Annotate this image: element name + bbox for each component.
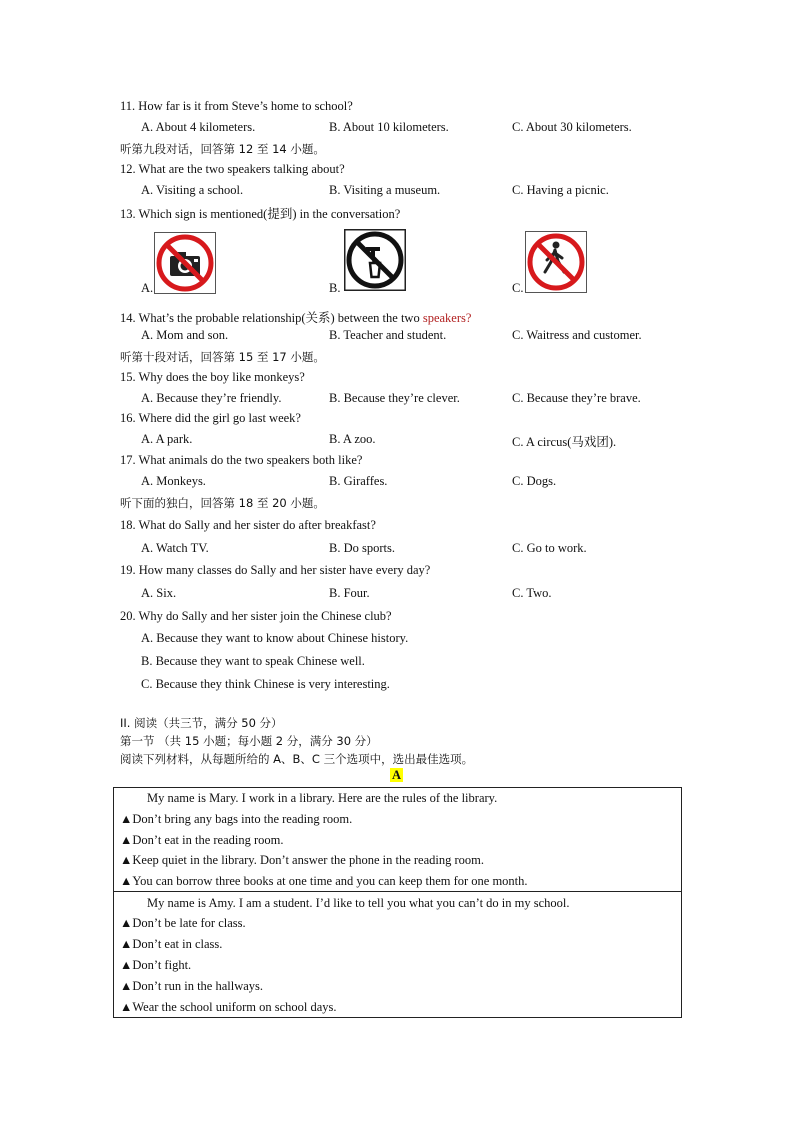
q11-option-c: C. About 30 kilometers. xyxy=(512,120,632,134)
passage-label-text: A xyxy=(392,768,402,782)
q17-option-b: B. Giraffes. xyxy=(329,474,388,488)
q12-option-b: B. Visiting a museum. xyxy=(329,183,441,197)
q16-option-a: A. A park. xyxy=(141,432,193,446)
passage-label xyxy=(390,768,403,783)
q19-option-c: C. Two. xyxy=(512,586,552,600)
q15-option-c: C. Because they’re brave. xyxy=(512,391,641,405)
q12-option-a: A. Visiting a school. xyxy=(141,183,244,197)
reading-instruction: 阅读下列材料，从每题所给的 A、B、C 三个选项中，选出最佳选项。 xyxy=(120,752,474,766)
q20-option-b: B. Because they want to speak Chinese well. xyxy=(141,654,365,668)
q15-option-b: B. Because they’re clever. xyxy=(329,391,460,405)
mary-rule: ▲Don’t bring any bags into the reading room. xyxy=(120,812,353,826)
question-11: 11. How far is it from Steve’s home to school? xyxy=(120,99,353,113)
amy-rule: ▲Wear the school uniform on school days. xyxy=(120,1000,337,1014)
q19-option-b: B. Four. xyxy=(329,586,370,600)
amy-rule: ▲Don’t eat in class. xyxy=(120,937,223,951)
mary-rule: ▲Don’t eat in the reading room. xyxy=(120,833,284,847)
q20-option-a: A. Because they want to know about Chinese history. xyxy=(141,631,409,645)
no-pedestrians-icon xyxy=(525,231,587,293)
mary-intro: My name is Mary. I work in a library. Here are the rules of the library. xyxy=(147,791,498,805)
q14-option-c: C. Waitress and customer. xyxy=(512,328,642,342)
question-16: 16. Where did the girl go last week? xyxy=(120,411,301,425)
q13-option-a: A. xyxy=(141,281,154,295)
amy-intro: My name is Amy. I am a student. I’d like to tell you what you can’t do in my school. xyxy=(147,896,570,910)
q16-option-b: B. A zoo. xyxy=(329,432,376,446)
q13-option-c: C. xyxy=(512,281,524,295)
q17-option-c: C. Dogs. xyxy=(512,474,557,488)
q11-option-b: B. About 10 kilometers. xyxy=(329,120,449,134)
mary-rule: ▲Keep quiet in the library. Don’t answer the phone in the reading room. xyxy=(120,853,485,867)
reading-section-1: 第一节 （共 15 小题；每小题 2 分，满分 30 分） xyxy=(120,734,378,748)
question-14-red-word: speakers? xyxy=(422,311,472,325)
amy-rule: ▲Don’t fight. xyxy=(120,958,192,972)
monologue-instruction: 听下面的独白，回答第 18 至 20 小题。 xyxy=(120,496,325,510)
q18-option-a: A. Watch TV. xyxy=(141,541,209,555)
q18-option-c: C. Go to work. xyxy=(512,541,587,555)
q12-option-c: C. Having a picnic. xyxy=(512,183,609,197)
no-camera-icon xyxy=(154,232,216,294)
question-13: 13. Which sign is mentioned(提到) in the conversation? xyxy=(120,207,401,221)
no-drinking-water-icon xyxy=(344,229,406,291)
mary-rule: ▲You can borrow three books at one time and you can keep them for one month. xyxy=(120,874,528,888)
amy-rule: ▲Don’t run in the hallways. xyxy=(120,979,264,993)
q19-option-a: A. Six. xyxy=(141,586,177,600)
question-19: 19. How many classes do Sally and her sister have every day? xyxy=(120,563,431,577)
amy-rule: ▲Don’t be late for class. xyxy=(120,916,246,930)
q16-option-c: C. A circus(马戏团). xyxy=(512,435,617,449)
question-20: 20. Why do Sally and her sister join the Chinese club? xyxy=(120,609,392,623)
question-15: 15. Why does the boy like monkeys? xyxy=(120,370,305,384)
question-12: 12. What are the two speakers talking about? xyxy=(120,162,345,176)
q14-option-b: B. Teacher and student. xyxy=(329,328,447,342)
q15-option-a: A. Because they’re friendly. xyxy=(141,391,282,405)
question-14 xyxy=(120,308,471,326)
question-18: 18. What do Sally and her sister do after breakfast? xyxy=(120,518,376,532)
q17-option-a: A. Monkeys. xyxy=(141,474,206,488)
table-divider xyxy=(113,891,681,892)
q20-option-c: C. Because they think Chinese is very interesting. xyxy=(141,677,390,691)
reading-title: II. 阅读（共三节，满分 50 分） xyxy=(120,716,283,730)
section-10-instruction: 听第十段对话，回答第 15 至 17 小题。 xyxy=(120,350,325,364)
question-14-text: 14. What’s the probable relationship(关系) between the two xyxy=(120,311,423,325)
section-9-instruction: 听第九段对话，回答第 12 至 14 小题。 xyxy=(120,142,325,156)
q14-option-a: A. Mom and son. xyxy=(141,328,229,342)
question-17: 17. What animals do the two speakers both like? xyxy=(120,453,363,467)
q13-option-b: B. xyxy=(329,281,341,295)
q18-option-b: B. Do sports. xyxy=(329,541,395,555)
q11-option-a: A. About 4 kilometers. xyxy=(141,120,256,134)
